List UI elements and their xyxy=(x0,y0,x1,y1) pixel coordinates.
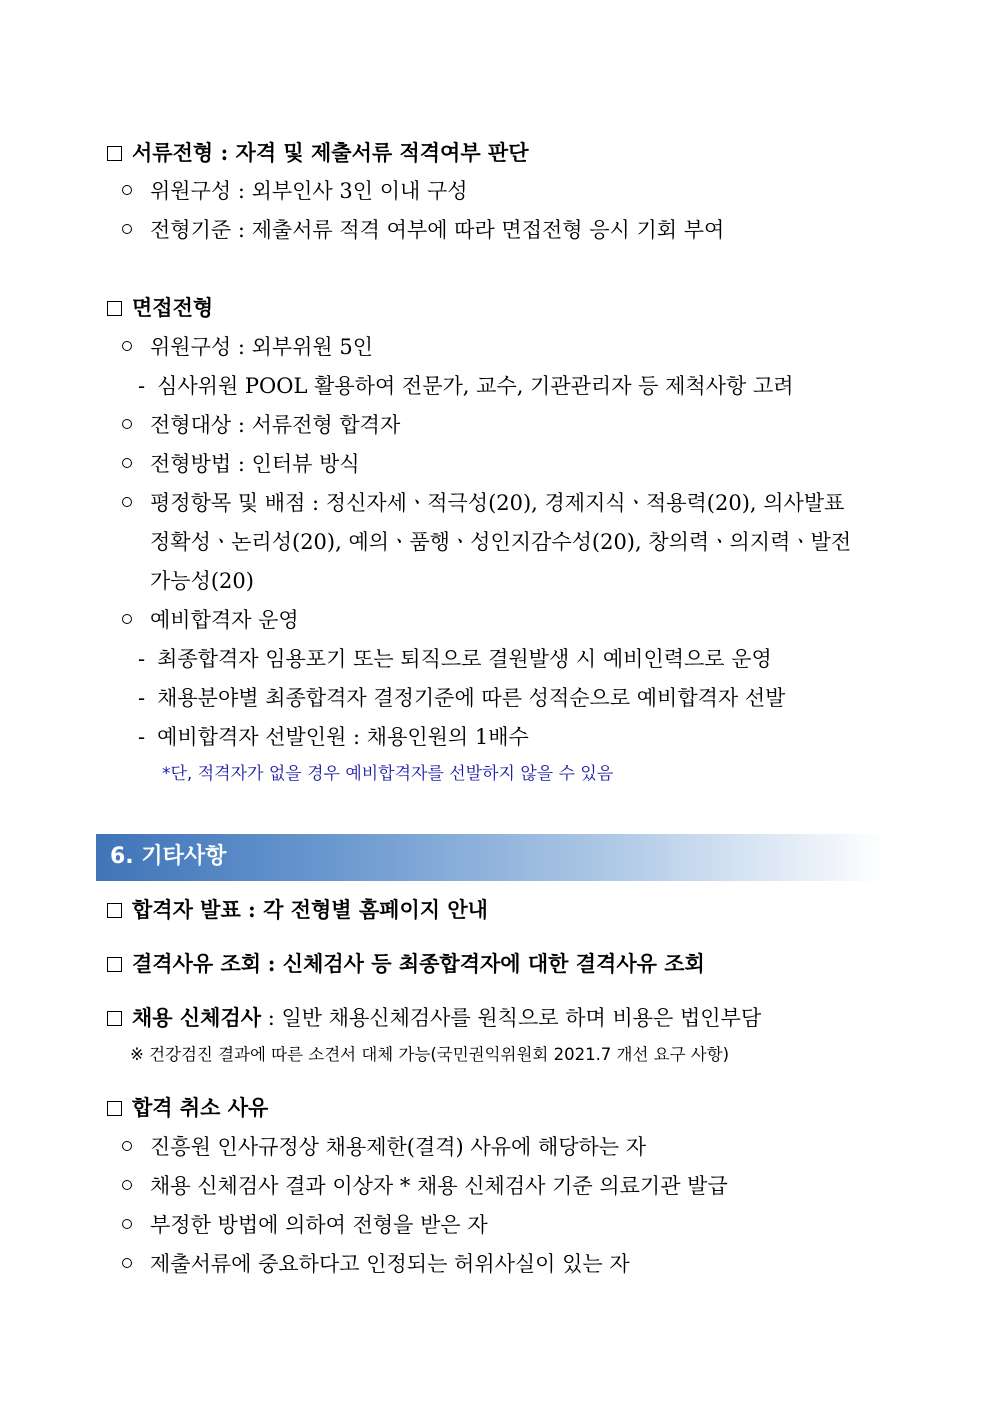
reserve-note: *단, 적격자가 없을 경우 예비합격자를 선발하지 않을 수 있음 xyxy=(162,764,614,784)
checkbox-square-icon xyxy=(107,146,122,161)
bullet-circle-icon xyxy=(122,1219,132,1229)
announce-heading: 합격자 발표 : 각 전형별 홈페이지 안내 xyxy=(107,897,488,923)
bullet-circle-icon xyxy=(122,1141,132,1151)
list-item-continuation: 가능성(20) xyxy=(150,569,254,593)
checkbox-square-icon xyxy=(107,1101,122,1116)
bullet-circle-icon xyxy=(122,614,132,624)
medical-exam-note: ※ 건강검진 결과에 따른 소견서 대체 가능(국민권익위원회 2021.7 개선 요구 사항) xyxy=(130,1045,730,1064)
list-item: 전형방법 : 인터뷰 방식 xyxy=(122,451,360,477)
list-item: 채용 신체검사 결과 이상자 * 채용 신체검사 기준 의료기관 발급 xyxy=(122,1173,728,1199)
list-item: 위원구성 : 외부인사 3인 이내 구성 xyxy=(122,178,468,204)
bullet-circle-icon xyxy=(122,341,132,351)
list-item: 전형기준 : 제출서류 적격 여부에 따라 면접전형 응시 기회 부여 xyxy=(122,217,724,243)
section-title: 6. 기타사항 xyxy=(110,844,227,869)
list-item: 평정항목 및 배점 : 정신자세ㆍ적극성(20), 경제지식ㆍ적용력(20), 의사발표 xyxy=(122,490,844,516)
disqualification-heading: 결격사유 조회 : 신체검사 등 최종합격자에 대한 결격사유 조회 xyxy=(107,951,705,977)
bullet-circle-icon xyxy=(122,1180,132,1190)
bullet-circle-icon xyxy=(122,224,132,234)
medical-exam-heading: 채용 신체검사 : 일반 채용신체검사를 원칙으로 하며 비용은 법인부담 xyxy=(107,1005,761,1031)
list-item: 진흥원 인사규정상 채용제한(결격) 사유에 해당하는 자 xyxy=(122,1134,646,1160)
checkbox-square-icon xyxy=(107,1011,122,1026)
list-item-continuation: 정확성ㆍ논리성(20), 예의ㆍ품행ㆍ성인지감수성(20), 창의력ㆍ의지력ㆍ발전 xyxy=(150,530,852,554)
bullet-circle-icon xyxy=(122,419,132,429)
bullet-circle-icon xyxy=(122,185,132,195)
list-item: 예비합격자 운영 xyxy=(122,607,299,633)
sub-list-item: - 채용분야별 최종합격자 결정기준에 따른 성적순으로 예비합격자 선발 xyxy=(138,686,786,710)
list-item: 위원구성 : 외부위원 5인 xyxy=(122,334,373,360)
doc-screening-heading: 서류전형 : 자격 및 제출서류 적격여부 판단 xyxy=(107,140,529,166)
list-item: 제출서류에 중요하다고 인정되는 허위사실이 있는 자 xyxy=(122,1251,630,1277)
bullet-circle-icon xyxy=(122,458,132,468)
bullet-circle-icon xyxy=(122,497,132,507)
cancel-heading: 합격 취소 사유 xyxy=(107,1095,268,1121)
bullet-circle-icon xyxy=(122,1258,132,1268)
checkbox-square-icon xyxy=(107,903,122,918)
list-item: 부정한 방법에 의하여 전형을 받은 자 xyxy=(122,1212,488,1238)
list-item: 전형대상 : 서류전형 합격자 xyxy=(122,412,400,438)
sub-list-item: - 최종합격자 임용포기 또는 퇴직으로 결원발생 시 예비인력으로 운영 xyxy=(138,647,772,671)
sub-list-item: - 예비합격자 선발인원 : 채용인원의 1배수 xyxy=(138,725,529,749)
section-banner xyxy=(96,834,886,881)
sub-list-item: - 심사위원 POOL 활용하여 전문가, 교수, 기관관리자 등 제척사항 고려 xyxy=(138,374,794,398)
checkbox-square-icon xyxy=(107,301,122,316)
interview-heading: 면접전형 xyxy=(107,295,213,321)
checkbox-square-icon xyxy=(107,957,122,972)
